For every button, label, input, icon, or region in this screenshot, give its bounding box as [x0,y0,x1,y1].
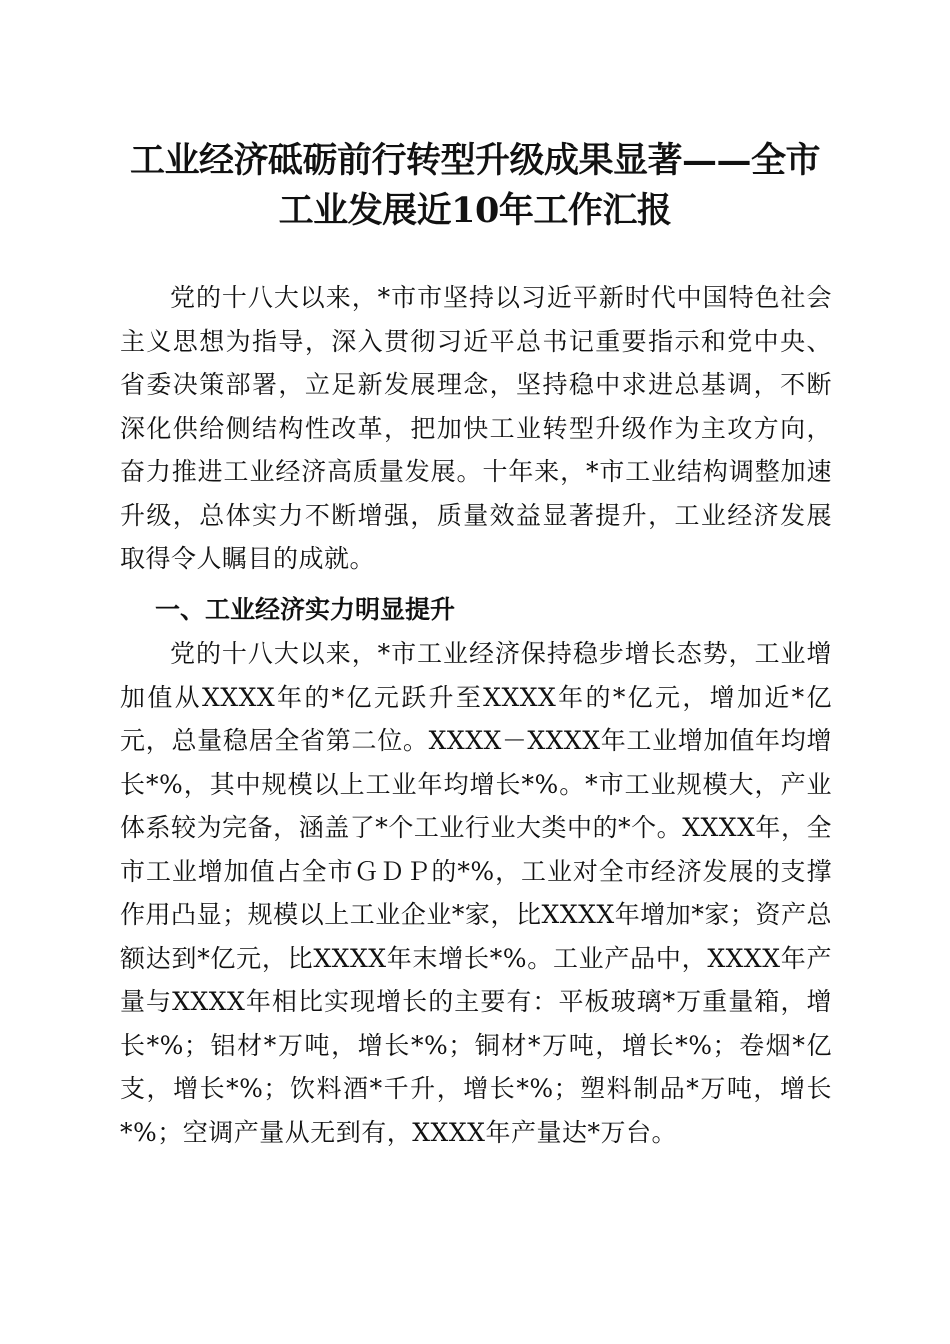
section-heading-1: 一、工业经济实力明显提升 [155,595,456,624]
title-line-2: 工业发展近10年工作汇报 [278,190,672,231]
intro-paragraph: 党的十八大以来，*市市坚持以习近平新时代中国特色社会主义思想为指导，深入贯彻习近平总书记重要指示和党中央、省委决策部署，立足新发展理念，坚持稳中求进总基调，不断深化供给侧结构性改革，把加快工业转型升级作为主攻方向，奋力推进工业经济高质量发展。十年来，*市工业结构调整加速升级，总体实力不断增强，质量效益显著提升，工业经济发展取得令人瞩目的成就。 [120,283,832,573]
title-line-1: 工业经济砥砺前行转型升级成果显著——全市 [129,140,820,181]
document-title [100,136,850,236]
section-1-paragraph: 党的十八大以来，*市工业经济保持稳步增长态势，工业增加值从XXXX年的*亿元跃升至XXXX年的*亿元，增加近*亿元，总量稳居全省第二位。XXXX－XXXX年工业增加值年均增长*%，其中规模以上工业年均增长*%。*市工业规模大，产业体系较为完备，涵盖了*个工业行业大类中的*个。XXXX年，全市工业增加值占全市ＧＤＰ的*%，工业对全市经济发展的支撑作用凸显；规模以上工业企业*家，比XXXX年增加*家；资产总额达到*亿元，比XXXX年末增长*%。工业产品中，XXXX年产量与XXXX年相比实现增长的主要有：平板玻璃*万重量箱，增长*%；铝材*万吨，增长*%；铜材*万吨，增长*%；卷烟*亿支，增长*%；饮料酒*千升，增长*%；塑料制品*万吨，增长*%；空调产量从无到有，XXXX年产量达*万台。 [120,639,832,1147]
